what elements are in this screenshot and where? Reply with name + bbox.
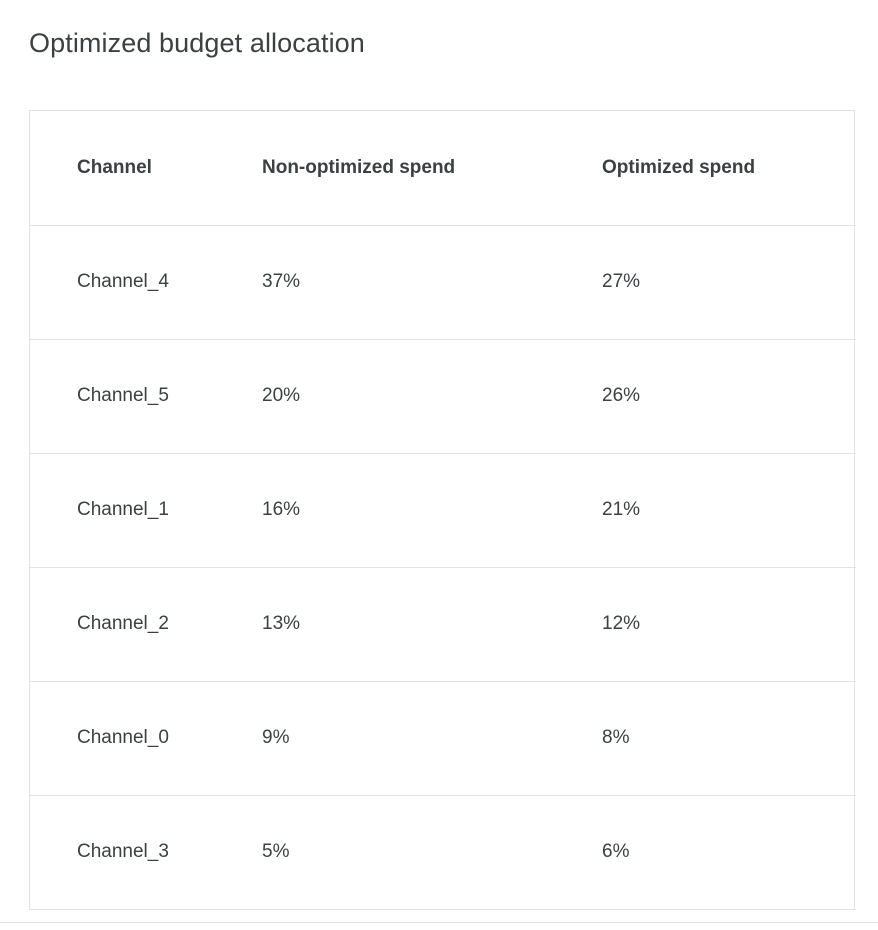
table-row: [30, 453, 856, 567]
cell-optimized-spend: 27%: [602, 225, 856, 339]
table-row: [30, 795, 856, 909]
cell-non-optimized-spend: 20%: [262, 339, 602, 453]
cell-channel: Channel_2: [30, 567, 262, 681]
table-row: [30, 567, 856, 681]
table-header: [30, 111, 856, 225]
cell-channel: Channel_5: [30, 339, 262, 453]
budget-allocation-table: [30, 111, 856, 910]
table-row: [30, 339, 856, 453]
column-header-channel: Channel: [30, 111, 262, 225]
cell-non-optimized-spend: 5%: [262, 795, 602, 909]
table-header-row: [30, 111, 856, 225]
cell-channel: Channel_0: [30, 681, 262, 795]
cell-optimized-spend: 21%: [602, 453, 856, 567]
cell-channel: Channel_1: [30, 453, 262, 567]
cell-non-optimized-spend: 16%: [262, 453, 602, 567]
cell-optimized-spend: 8%: [602, 681, 856, 795]
page-title: Optimized budget allocation: [29, 28, 365, 58]
table-row: [30, 681, 856, 795]
cell-non-optimized-spend: 9%: [262, 681, 602, 795]
column-header-optimized-spend: Optimized spend: [602, 111, 856, 225]
table-row: [30, 225, 856, 339]
cell-non-optimized-spend: 13%: [262, 567, 602, 681]
table-body: [30, 225, 856, 909]
bottom-divider: [0, 922, 878, 923]
cell-optimized-spend: 6%: [602, 795, 856, 909]
budget-allocation-table-card: [29, 110, 855, 910]
cell-channel: Channel_3: [30, 795, 262, 909]
column-header-non-optimized-spend: Non-optimized spend: [262, 111, 602, 225]
cell-non-optimized-spend: 37%: [262, 225, 602, 339]
cell-optimized-spend: 26%: [602, 339, 856, 453]
cell-channel: Channel_4: [30, 225, 262, 339]
cell-optimized-spend: 12%: [602, 567, 856, 681]
